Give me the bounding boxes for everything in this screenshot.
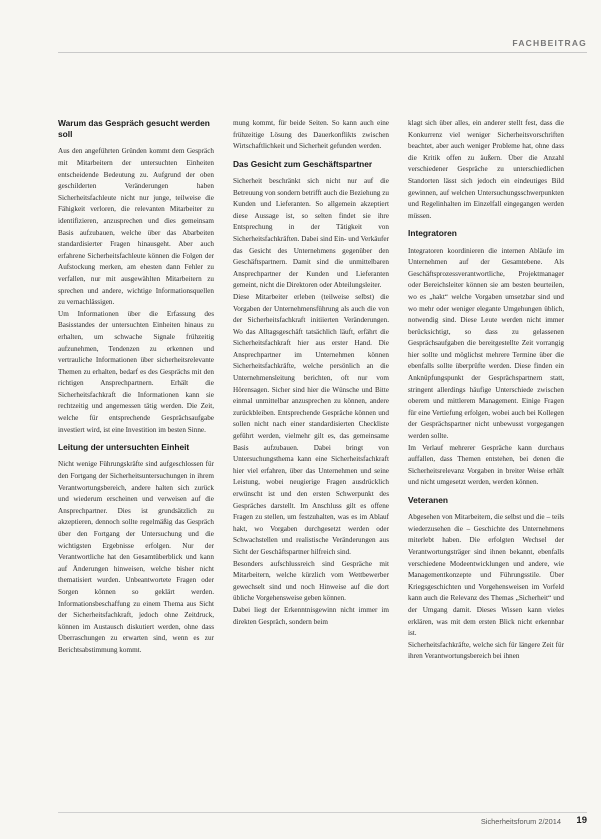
paragraph: Integratoren koordinieren die internen Abläufe im Unternehmen auf der Gesamtebene. Als Geschäftsprozessverantwortliche, Projektmanager oder Bereichsleiter können sie am besten beurteilen, wo es „hakt“ welche Vorgaben umsetzbar sind und wo mehr oder weniger elegante Umgehungen üblich, notwendig sind. Diese Leute werden nicht immer berücksichtigt, so dass zu gelassenen Gesprächsaufgaben die bereitgestellte Zeit vorrangig hier sollte und möglichst mehrere Termine über die ebenfalls sollte überprüfte werden. Diese finden ein Anknüpfungspunkt der Gesprächspartnern statt, stringent allerdings häufige Unterschiede zwischen oberem und mittlerem Management. Einige Fragen für eine Vertiefung erfolgen, wobei auch bei Kollegen der Gesprächspartner nicht unbewusst vorgegangen werden sollte. [408,246,564,441]
page-number: 19 [576,815,587,826]
page-header [0,0,601,62]
paragraph: Besonders aufschlussreich sind Gespräche mit Mitarbeitern, welche kürzlich vom Wettbewerber gewechselt sind und noch Hinweise auf die dort übliche Vorgehensweise geben können. [233,559,389,603]
paragraph: Diese Mitarbeiter erleben (teilweise selbst) die Vorgaben der Unternehmensführung als auch die von der Sicherheitsfachkraft initiierten Veränderungen. Wo das Alltagsgeschäft tatsächlich läuft, erfährt die Sicherheitsfachkraft hier aus erster Hand. Die Ansprechpartner im Unternehmen können Sicherheitsfachkräfte, welche persönlich an die Unternehmensleitung berichten, oft nur vom Hörensagen. Sicher sind hier die Wünsche und Bitte einmal unmittelbar anzusprechen zu können, andere zurückbleiben. Entsprechende Gespräche können und sollen nicht nach einer standardisierten Checkliste geführt werden, vielmehr gilt es, das gemeinsame Basis aufzubauen. Dabei bringt von Untersuchungsthema kann eine Sicherheitsfachkraft hier viel erfahren, über das Unternehmen und seine Leistung, wobei neugierige Fragen ausdrücklich erwünscht ist und den ersten Schwerpunkt des Gespräches darstellt. Im Anschluss gilt es offene Fragen zu stellen, um festzuhalten, was es im Ablauf hakt, wo Vorgaben durchgesetzt werden oder Schwachstellen und realistische Veränderungen aus Sicht der Geschäftspartner hilfreich sind. [233,292,389,556]
header-rule [58,52,587,53]
section-heading: Das Gesicht zum Geschäftspartner [233,158,373,169]
text-column-3 [408,118,564,800]
paragraph: mung kommt, für beide Seiten. So kann auch eine frühzeitige Lösung des Dauerkonflikts zwischen Wirtschaftlichkeit und Sicherheit gefunden werden. [233,119,389,151]
paragraph: Um Informationen über die Erfassung des Basisstandes der untersuchten Einheiten hinaus zu erhalten, um schwache Signale frühzeitig aufzunehmen, Tendenzen zu erkennen und vertrauliche Informationen über sicherheitsrelevante Themen zu erhalten, bedarf es des Gesprächs mit den richtigen Ansprechpartnern. Erhält die Sicherheitsfachkraft die Informationen kann sie rechtzeitig und angemessen tätig werden. Die Zeit, welche für entsprechende Gesprächsaufgabe investiert wird, ist eine Investition im besten Sinne. [58,309,214,434]
paragraph: klagt sich über alles, ein anderer stellt fest, dass die Konkurrenz viel weniger Sicherheitsvorschriften beachtet, aber auch weniger Probleme hat, ohne dass die Kritik offen zu äußern. Über die Anzahl verschiedener Gespräche zu unterschiedlichen Standorten lässt sich jedoch ein eindeutiges Bild gewinnen, auf welchen Untersuchungsschwerpunkten und Regelinhalten im Einzelfall eingegangen werden müssen. [408,119,564,220]
journal-issue: Sicherheitsforum 2/2014 [480,817,561,826]
page-footer [58,812,587,830]
text-column-1 [58,118,214,800]
paragraph: Aus den angeführten Gründen kommt dem Gespräch mit Mitarbeitern der untersuchten Einheiten entscheidende Bedeutung zu. Aufgrund der oben geschilderten Veränderungen haben Sicherheitsfachleute nicht nur junge, teilweise die Fähigkeit verloren, die relevanten Mitarbeiter zu identifizieren, anzusprechen und dies gemeinsam Basis aufzubauen, welche über das Abarbeiten standardisierter Fragen hinausgeht. Aber auch erfahrene Sicherheitsfachleute können die Folgen der Aufstockung merken, am ehesten dann Fehler zu verfallen, nur mit ausgewählten Mitarbeitern zu sprechen und andere, wichtige Informationsquellen zu vernachlässigen. [58,147,214,307]
paragraph: Dabei liegt der Erkenntnisgewinn nicht immer im direkten Gespräch, sondern beim [233,605,389,626]
paragraph: Nicht wenige Führungskräfte sind aufgeschlossen für den Fortgang der Sicherheitsuntersuchungen in ihrem Verantwortungsbereich, andere halten sich zurück und wiederum erscheinen und verweisen auf die Ansprechpartner. Dies ist grundsätzlich zu akzeptieren, dennoch sollte regelmäßig das Gespräch über den Fortgang der Untersuchung und die wichtigsten Ergebnisse erfolgen. Nur der Verantwortliche hat den Gesamtüberblick und kann auf Änderungen hinweisen, welche bisher nicht thematisiert wurden. Unbeantwortete Fragen oder Sorgen können so geklärt werden. Informationsbeschaffung zu einem Thema aus Sicht der Sicherheitsfachkraft, jedoch ohne Zeitdruck, können im Austausch diskutiert werden, ohne dass Überraschungen zu erwarten sind, wenn es zur Berichtsabstimmung kommt. [58,460,214,654]
section-label: FACHBEITRAG [512,38,587,48]
section-heading: Leitung der untersuchten Einheit [58,442,190,453]
section-heading: Integratoren [408,228,457,239]
text-column-2 [233,118,389,800]
footer-rule [58,812,587,813]
paragraph: Im Verlauf mehrerer Gespräche kann durchaus auffallen, dass Themen entstehen, bei denen die Sicherheitsrelevanz Vorgaben in breiter Weise erhält und nicht umgesetzt werden, werden können. [408,443,564,487]
article-body [58,118,576,800]
section-heading: Warum das Gespräch gesucht werden soll [58,118,210,140]
section-heading: Veteranen [408,495,449,506]
paragraph: Sicherheitsfachkräfte, welche sich für längere Zeit für ihren Verantwortungsbereich bei ihnen [408,640,564,661]
paragraph: Sicherheit beschränkt sich nicht nur auf die Betreuung von sondern betrifft auch die Beziehung zu Kunden und Lieferanten. So allgemein akzeptiert diese Aussage ist, so selten findet sie ihre Entsprechung in der Tätigkeit von Sicherheitsfachkräften. Dabei sind Ein- und Verkäufer das Gesicht des Unternehmens gegenüber den Geschäftspartnern. Damit sind die unmittelbaren Ansprechpartner der Kunden und Lieferanten gemeint, nicht die Direktoren oder Abteilungsleiter. [233,176,389,290]
paragraph: Abgesehen von Mitarbeitern, die selbst und die – teils wiederzusehen die – Geschichte des Unternehmens miterlebt haben. Die erfolgten Wechsel der Verantwortungsträger sind ihnen bekannt, ebenfalls verschiedene Modeentwicklungen und andere, wie Managementkonzepte und Führungsstile. Über Kriegsgeschichten und Vorgehensweisen im Vorfeld kann auch die Relevanz des Themas „Sicherheit“ und der Umgang damit. Dieses Wissen kann vieles erklären, was mit dem ersten Blick nicht erkennbar ist. [408,513,564,638]
